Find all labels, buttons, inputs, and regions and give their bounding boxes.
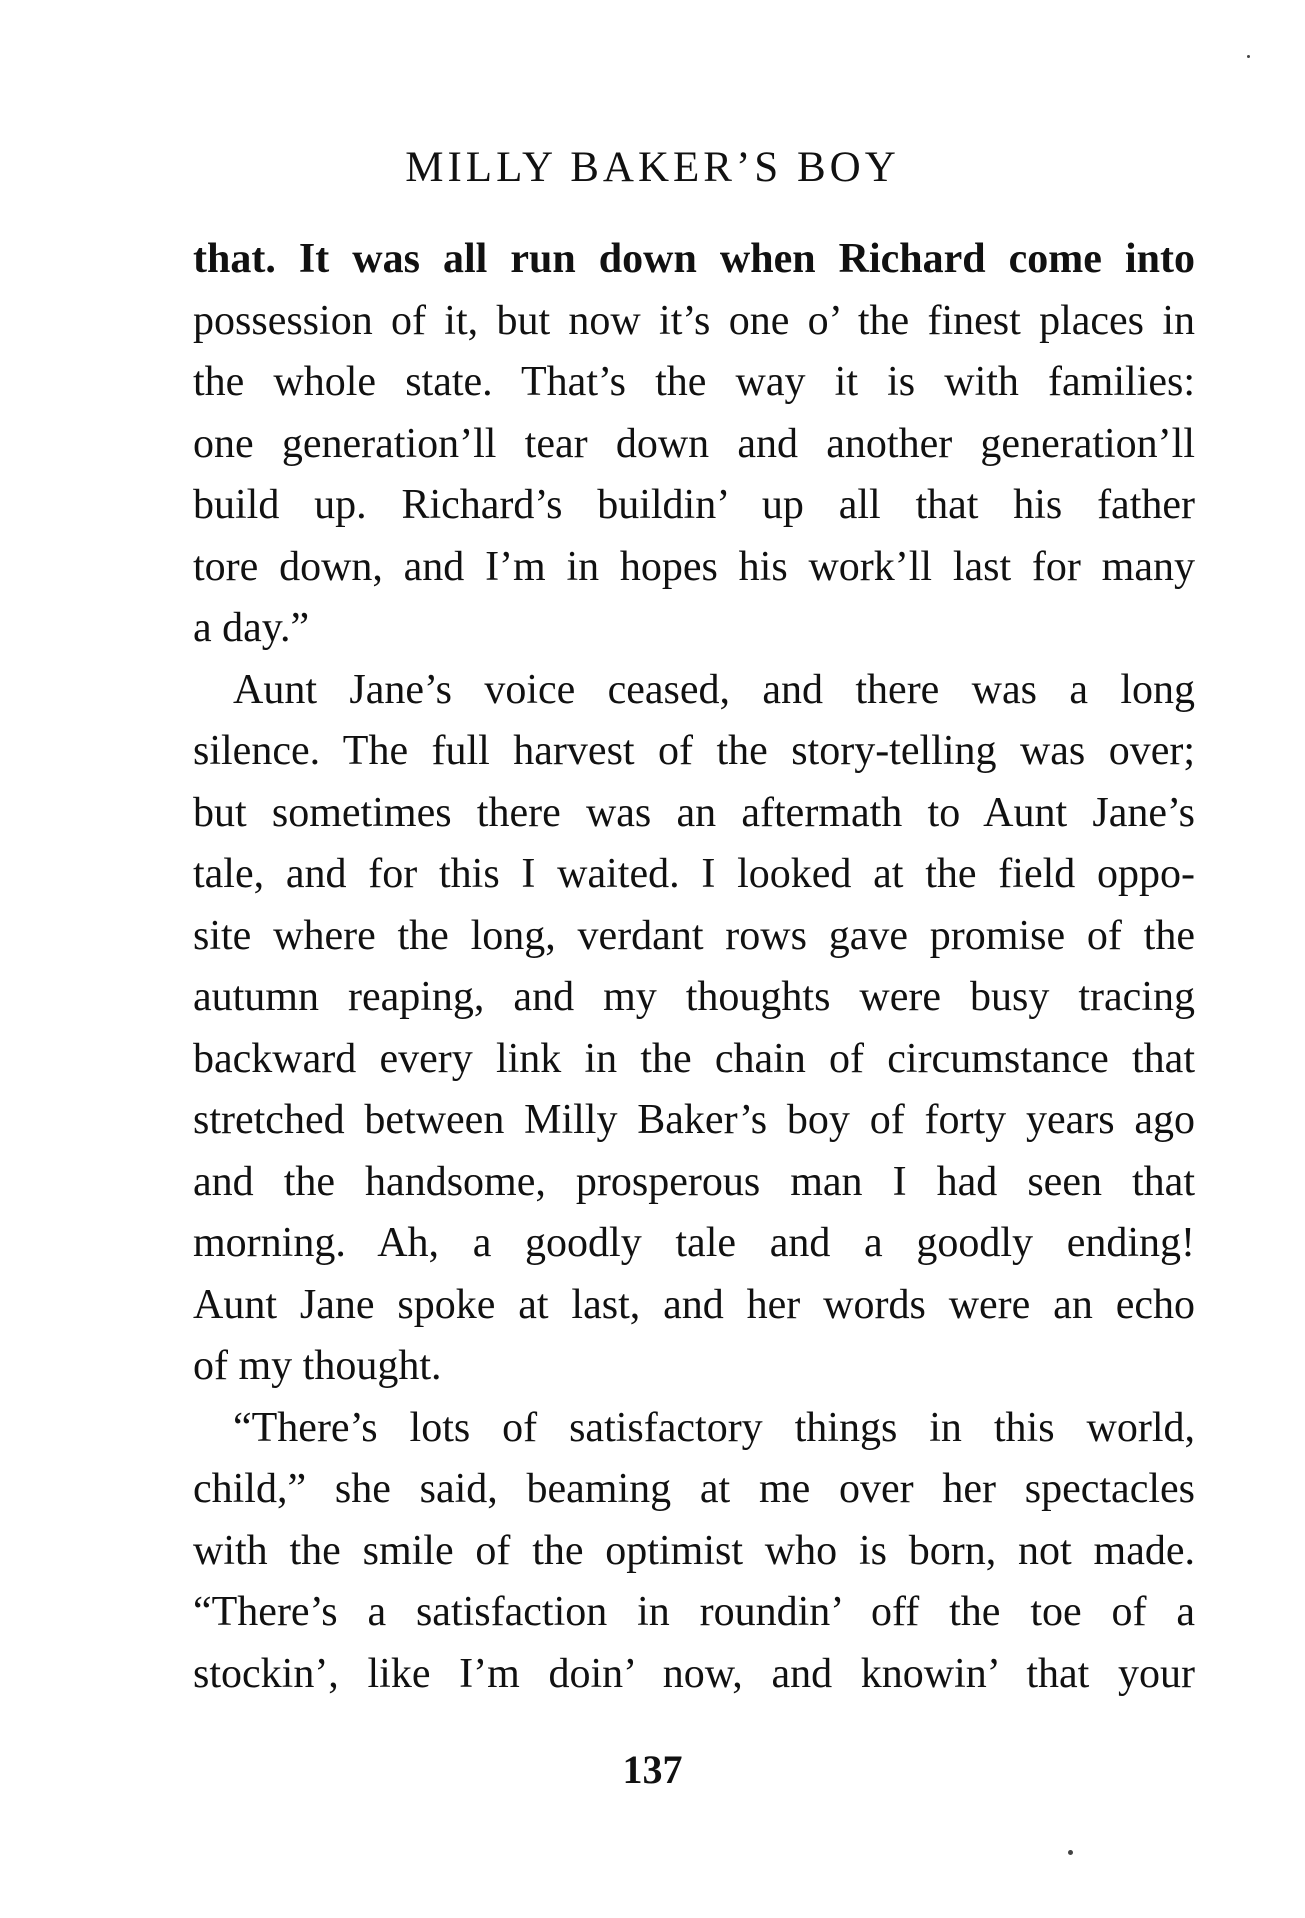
text-line: Aunt Jane’s voice ceased, and there was a long bbox=[233, 666, 1195, 713]
text-line: one generation’ll tear down and another generation’ll bbox=[193, 420, 1195, 467]
text-line: stretched between Milly Baker’s boy of forty years ago bbox=[193, 1097, 1195, 1143]
ink-speck bbox=[1247, 55, 1250, 58]
text-line: and the handsome, prosperous man I had seen that bbox=[193, 1158, 1195, 1205]
text-line: but sometimes there was an aftermath to Aunt Jane’s bbox=[193, 789, 1195, 836]
text-line: build up. Richard’s buildin’ up all that his father bbox=[193, 482, 1195, 528]
body-text bbox=[193, 229, 1195, 1705]
text-line: “There’s lots of satisfactory things in this world, bbox=[233, 1404, 1195, 1451]
text-line: a day.” bbox=[193, 605, 310, 651]
text-line: silence. The full harvest of the story-telling was over; bbox=[193, 728, 1195, 774]
text-line: backward every link in the chain of circumstance that bbox=[193, 1035, 1195, 1082]
ink-speck bbox=[1068, 1850, 1073, 1855]
text-line: autumn reaping, and my thoughts were busy tracing bbox=[193, 974, 1195, 1020]
running-head: MILLY BAKER’S BOY bbox=[405, 144, 900, 191]
text-line: tore down, and I’m in hopes his work’ll last for many bbox=[193, 543, 1195, 590]
text-line: tale, and for this I waited. I looked at the field oppo- bbox=[193, 851, 1195, 897]
text-line: stockin’, like I’m doin’ now, and knowin’ that your bbox=[193, 1650, 1195, 1697]
text-line: of my thought. bbox=[193, 1343, 442, 1389]
text-line: that. It was all run down when Richard come into bbox=[193, 236, 1195, 282]
paragraph bbox=[193, 229, 1195, 660]
text-line: the whole state. That’s the way it is with families: bbox=[193, 359, 1195, 405]
text-line: child,” she said, beaming at me over her spectacles bbox=[193, 1466, 1195, 1512]
text-line: with the smile of the optimist who is born, not made. bbox=[193, 1527, 1195, 1574]
text-line: morning. Ah, a goodly tale and a goodly ending! bbox=[193, 1220, 1195, 1266]
text-line: “There’s a satisfaction in roundin’ off the toe of a bbox=[193, 1589, 1195, 1635]
text-line: Aunt Jane spoke at last, and her words were an echo bbox=[193, 1281, 1195, 1328]
text-line: site where the long, verdant rows gave promise of the bbox=[193, 912, 1195, 959]
page-number: 137 bbox=[622, 1747, 683, 1792]
paragraph bbox=[193, 1398, 1195, 1706]
text-line: possession of it, but now it’s one o’ the finest places in bbox=[193, 297, 1195, 344]
paragraph bbox=[193, 660, 1195, 1398]
